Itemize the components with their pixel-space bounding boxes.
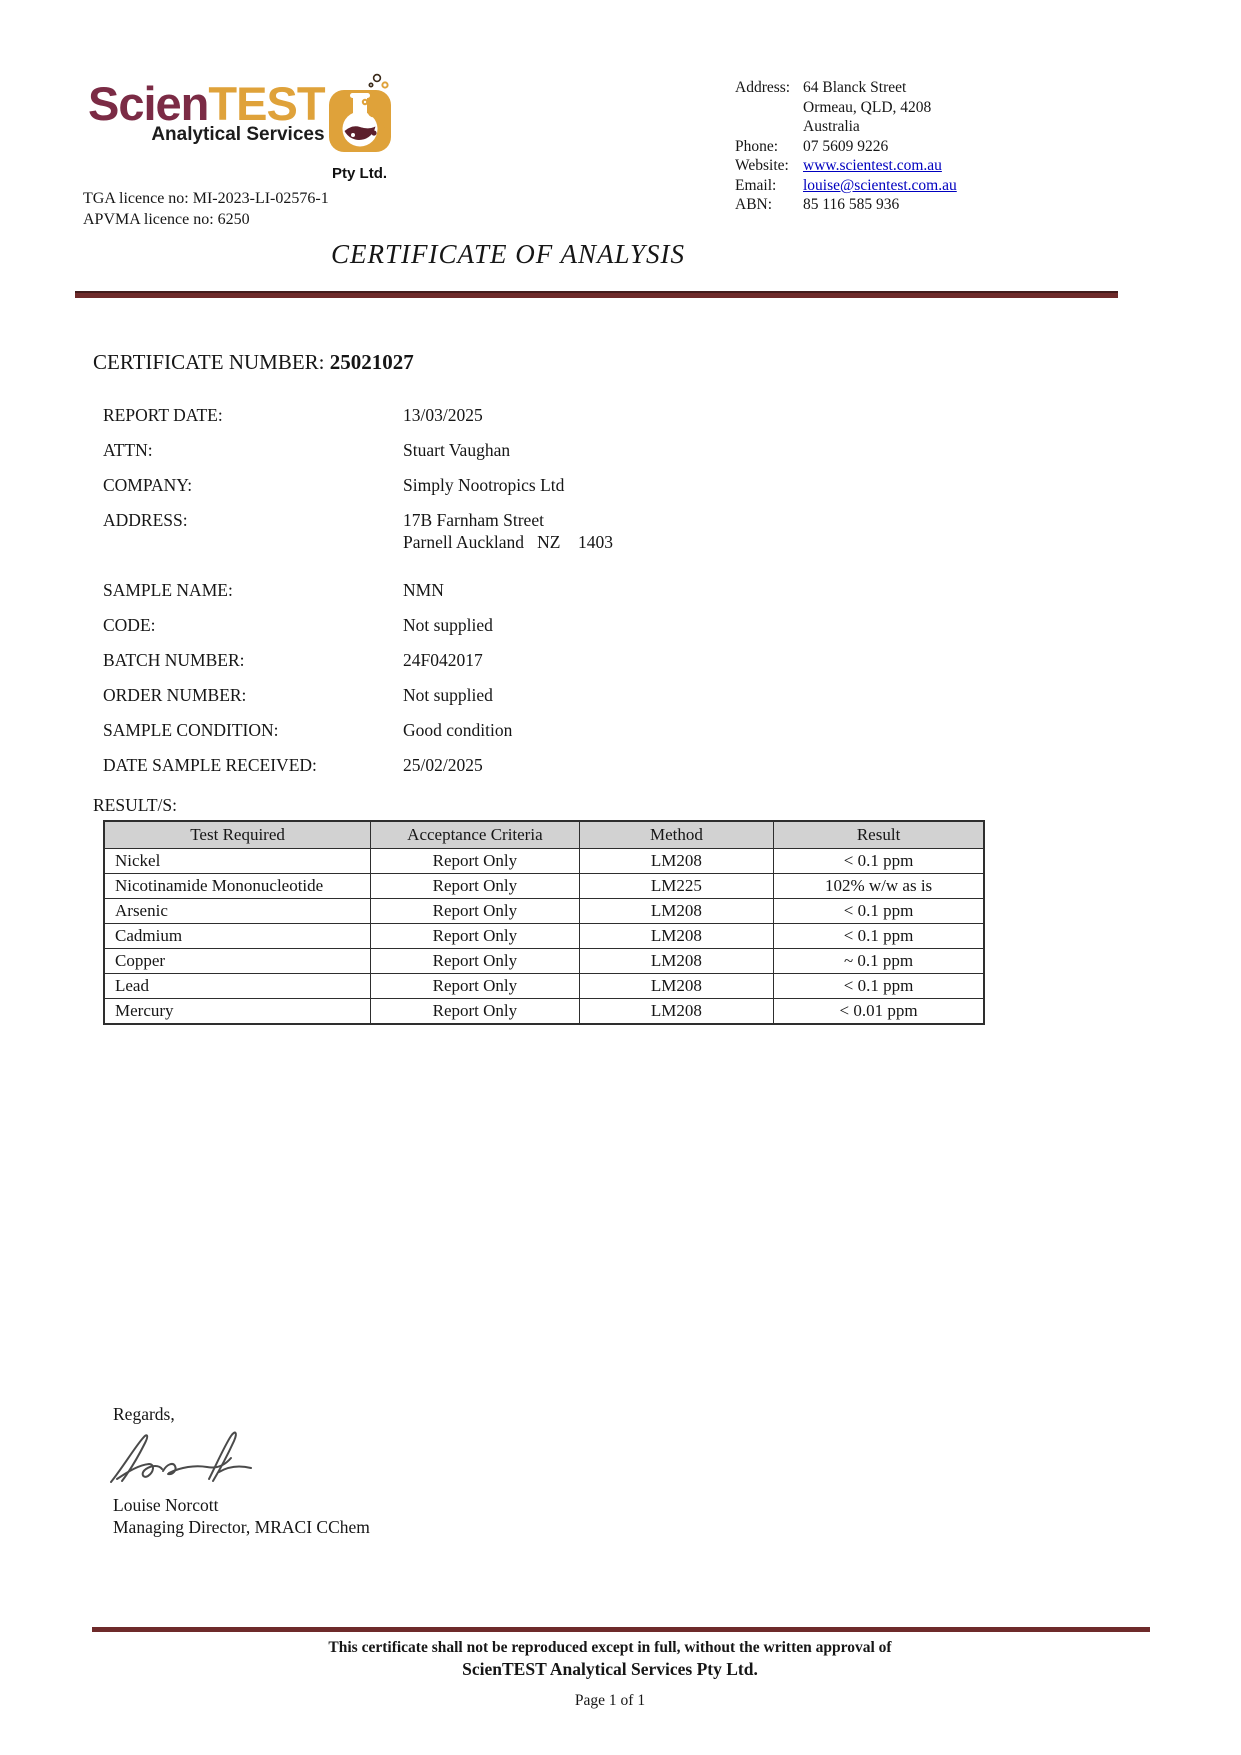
phone-label: Phone: xyxy=(735,137,779,155)
criteria-cell: Report Only xyxy=(371,898,580,923)
column-header-result: Result xyxy=(774,821,984,848)
detail-row xyxy=(103,754,613,776)
criteria-cell: Report Only xyxy=(371,923,580,948)
detail-row xyxy=(103,684,613,706)
table-row xyxy=(104,998,984,1024)
detail-label: REPORT DATE: xyxy=(103,405,223,425)
detail-value: 13/03/2025 xyxy=(403,405,483,425)
method-cell: LM208 xyxy=(579,898,773,923)
column-header-criteria: Acceptance Criteria xyxy=(371,821,580,848)
method-cell: LM208 xyxy=(579,973,773,998)
detail-value: 24F042017 xyxy=(403,650,483,670)
method-cell: LM208 xyxy=(579,848,773,873)
detail-value: Stuart Vaughan xyxy=(403,440,511,460)
detail-value: Good condition xyxy=(403,720,513,740)
detail-value: Simply Nootropics Ltd xyxy=(403,475,565,495)
table-row xyxy=(104,948,984,973)
detail-label: ADDRESS: xyxy=(103,510,188,530)
result-cell: < 0.1 ppm xyxy=(774,973,984,998)
website-label: Website: xyxy=(735,157,789,174)
document-title: CERTIFICATE OF ANALYSIS xyxy=(331,239,685,269)
test-cell: Arsenic xyxy=(104,898,371,923)
signatory-name: Louise Norcott xyxy=(113,1495,219,1515)
logo-wordmark xyxy=(88,77,325,130)
detail-row xyxy=(103,404,613,426)
result-cell: < 0.01 ppm xyxy=(774,998,984,1024)
signatory-title: Managing Director, MRACI CChem xyxy=(113,1517,370,1537)
abn-value: 85 116 585 936 xyxy=(803,196,900,213)
test-cell: Copper xyxy=(104,948,371,973)
detail-row xyxy=(103,474,613,496)
licence-block xyxy=(83,188,329,230)
page-number: Page 1 of 1 xyxy=(574,1692,646,1709)
detail-label: DATE SAMPLE RECEIVED: xyxy=(103,755,317,775)
result-cell: < 0.1 ppm xyxy=(774,848,984,873)
detail-fields xyxy=(103,404,613,789)
detail-label: ORDER NUMBER: xyxy=(103,685,247,705)
detail-row xyxy=(103,439,613,461)
footer-notice xyxy=(0,1637,1220,1681)
table-row xyxy=(104,973,984,998)
result-cell: 102% w/w as is xyxy=(774,873,984,898)
detail-label: BATCH NUMBER: xyxy=(103,650,245,670)
table-row xyxy=(104,873,984,898)
table-row xyxy=(104,923,984,948)
signature-block xyxy=(113,1403,370,1538)
result-cell: < 0.1 ppm xyxy=(774,923,984,948)
address-line: Ormeau, QLD, 4208 xyxy=(803,98,932,116)
apvma-licence: APVMA licence no: 6250 xyxy=(83,211,250,228)
table-header-row xyxy=(104,821,984,848)
detail-value: NMN xyxy=(403,580,444,600)
results-section-label: RESULT/S: xyxy=(93,795,177,815)
tga-licence: TGA licence no: MI-2023-LI-02576-1 xyxy=(83,190,329,207)
criteria-cell: Report Only xyxy=(371,848,580,873)
result-cell: < 0.1 ppm xyxy=(774,898,984,923)
certificate-number-row xyxy=(93,350,414,375)
detail-label: SAMPLE CONDITION: xyxy=(103,720,279,740)
results-table xyxy=(103,820,985,1025)
company-logo xyxy=(88,72,393,182)
email-link[interactable]: louise@scientest.com.au xyxy=(803,176,957,194)
detail-label: ATTN: xyxy=(103,440,153,460)
flask-icon xyxy=(327,72,393,163)
signature-salutation: Regards, xyxy=(113,1404,175,1424)
abn-label: ABN: xyxy=(735,196,773,213)
footer-notice-line2: ScienTEST Analytical Services Pty Ltd. xyxy=(462,1659,758,1679)
logo-tagline: Analytical Services xyxy=(151,124,325,145)
logo-suffix: Pty Ltd. xyxy=(332,165,388,182)
method-cell: LM208 xyxy=(579,923,773,948)
contact-block xyxy=(735,78,957,215)
footer-divider xyxy=(92,1627,1150,1632)
column-header-test: Test Required xyxy=(104,821,371,848)
test-cell: Lead xyxy=(104,973,371,998)
detail-value: 17B Farnham Street Parnell Auckland NZ 1403 xyxy=(403,510,613,552)
table-row xyxy=(104,848,984,873)
method-cell: LM208 xyxy=(579,948,773,973)
criteria-cell: Report Only xyxy=(371,998,580,1024)
detail-row xyxy=(103,579,613,601)
address-label: Address: xyxy=(735,79,791,96)
detail-label: COMPANY: xyxy=(103,475,193,495)
table-row xyxy=(104,898,984,923)
detail-row xyxy=(103,719,613,741)
detail-value: Not supplied xyxy=(403,615,493,635)
detail-value: Not supplied xyxy=(403,685,493,705)
criteria-cell: Report Only xyxy=(371,948,580,973)
method-cell: LM225 xyxy=(579,873,773,898)
address-line: Australia xyxy=(803,118,860,135)
column-header-method: Method xyxy=(579,821,773,848)
logo-wordmark-primary: Scien xyxy=(88,77,209,130)
detail-row xyxy=(103,649,613,671)
detail-row xyxy=(103,509,613,553)
detail-label: SAMPLE NAME: xyxy=(103,580,233,600)
method-cell: LM208 xyxy=(579,998,773,1024)
detail-row xyxy=(103,614,613,636)
criteria-cell: Report Only xyxy=(371,873,580,898)
email-label: Email: xyxy=(735,176,777,194)
detail-value: 25/02/2025 xyxy=(403,755,483,775)
website-link[interactable]: www.scientest.com.au xyxy=(803,157,942,174)
detail-label: CODE: xyxy=(103,615,156,635)
result-cell: ~ 0.1 ppm xyxy=(774,948,984,973)
phone-value: 07 5609 9226 xyxy=(803,137,889,155)
criteria-cell: Report Only xyxy=(371,973,580,998)
certificate-number-label: CERTIFICATE NUMBER: xyxy=(93,350,325,374)
test-cell: Cadmium xyxy=(104,923,371,948)
test-cell: Nickel xyxy=(104,848,371,873)
certificate-number-value: 25021027 xyxy=(329,350,414,374)
logo-wordmark-secondary: TEST xyxy=(208,77,325,130)
test-cell: Mercury xyxy=(104,998,371,1024)
title-divider xyxy=(75,291,1118,298)
address-line: 64 Blanck Street xyxy=(803,79,907,96)
signature-image xyxy=(107,1427,370,1494)
test-cell: Nicotinamide Mononucleotide xyxy=(104,873,371,898)
footer-notice-line1: This certificate shall not be reproduced except in full, without the written approval of xyxy=(328,1639,892,1656)
